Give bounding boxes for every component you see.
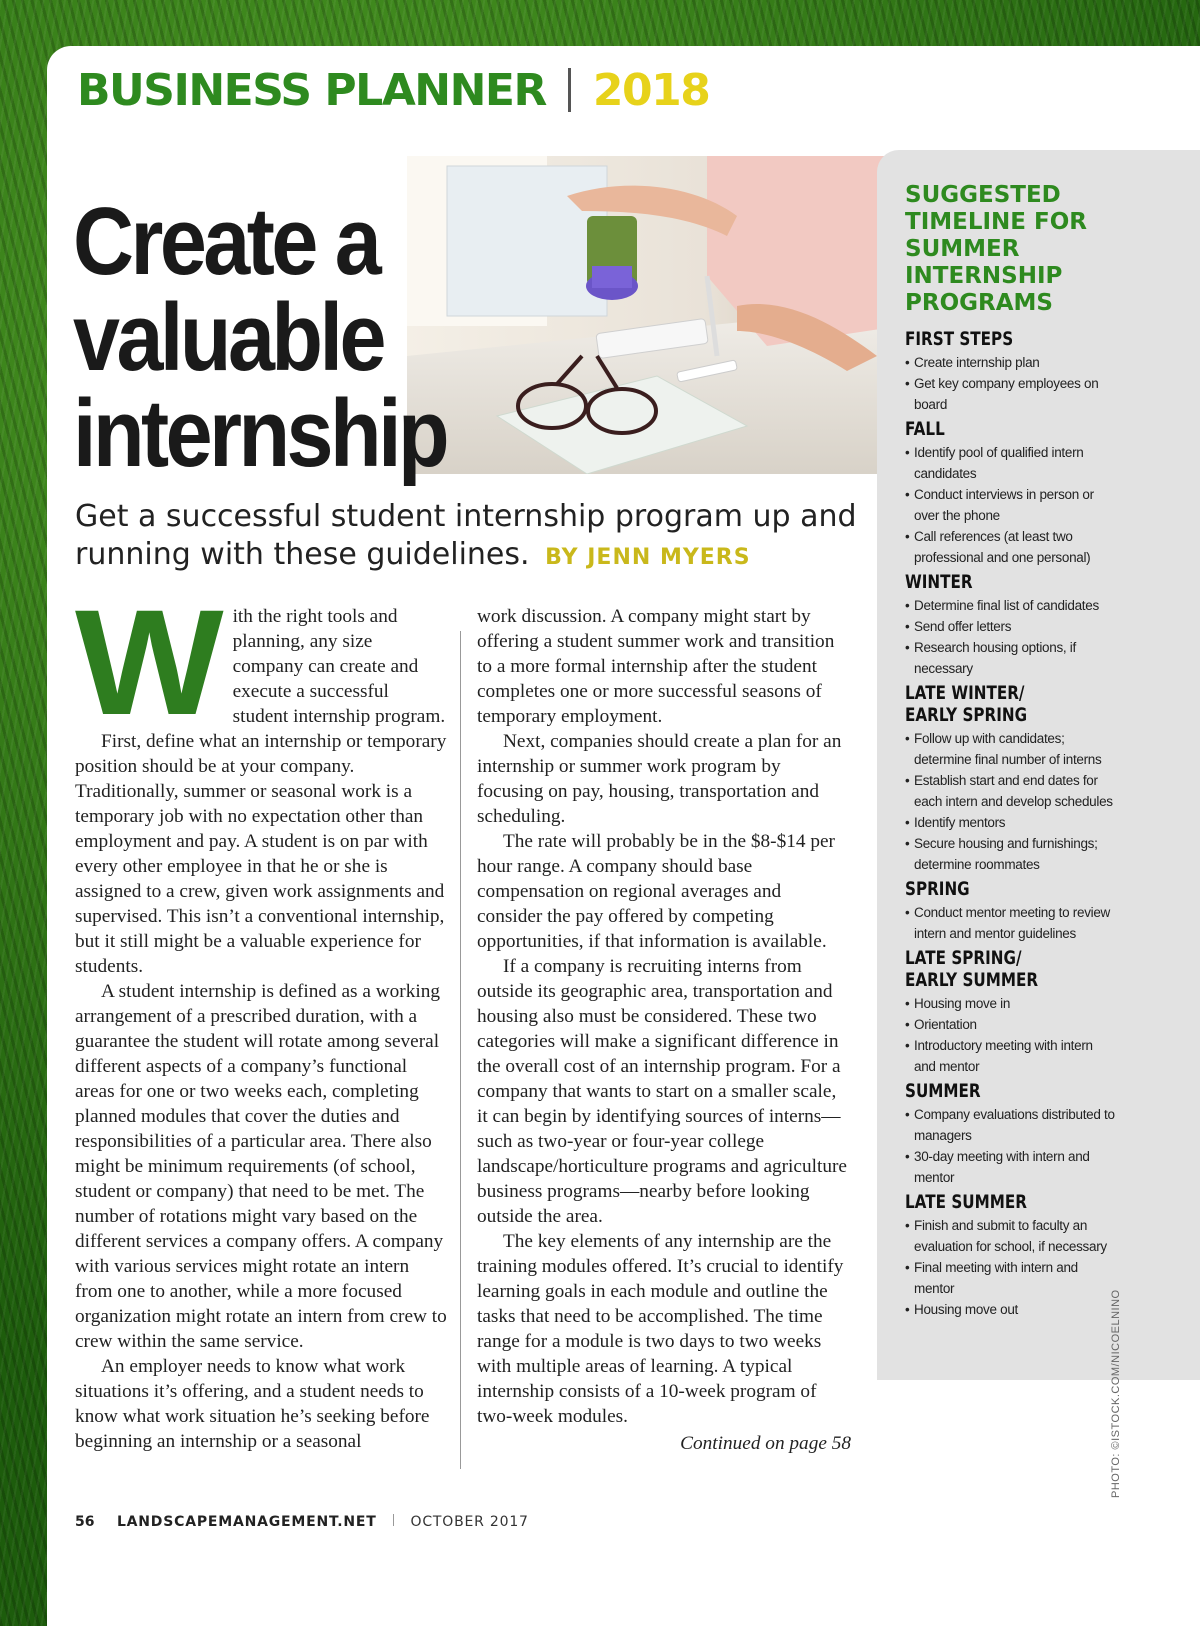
timeline-item: • Identify mentors (905, 812, 1115, 833)
paragraph: The rate will probably be in the $8-$14 per hour range. A company should base compensation on regional averages and consider the pay offered by competing opportunities, if that information is available. (477, 831, 835, 952)
byline: BY JENN MYERS (545, 545, 751, 570)
timeline-items (905, 1104, 1115, 1188)
timeline-item: • Orientation (905, 1014, 1115, 1035)
timeline-items (905, 1215, 1115, 1320)
article-deck (75, 498, 865, 577)
timeline-items (905, 595, 1115, 679)
headline-line: Create a (73, 188, 379, 295)
footer-divider (393, 1514, 394, 1526)
timeline-item: • Call references (at least two professional and one personal) (905, 526, 1115, 568)
timeline-item: • Conduct mentor meeting to review intern and mentor guidelines (905, 902, 1115, 944)
timeline-items (905, 442, 1115, 568)
drop-cap: W (75, 578, 224, 746)
timeline-items (905, 902, 1115, 944)
sidebar-title: SUGGESTED TIMELINE FOR SUMMER INTERNSHIP PROGRAMS (905, 182, 1088, 316)
timeline-item: • Get key company employees on board (905, 373, 1115, 415)
timeline-item: • Send offer letters (905, 616, 1115, 637)
paragraph (75, 578, 447, 746)
header-divider (568, 68, 571, 112)
paragraph: An employer needs to know what work situations it’s offering, and a student needs to know what work situation he’s seeking before beginning an internship or a seasonal (75, 1356, 430, 1452)
paragraph: First, define what an internship or temporary position should be at your company. Traditionally, summer or seasonal work is a temporary job with no expectation other than employment and pay. A student is on par with every other employee in that he or she is assigned to a crew, given work assignments and supervised. This isn’t a conventional internship, but it still might be a valuable experience for students. (75, 731, 447, 977)
photo-credit: PHOTO: ©ISTOCK.COM/NICOELNINO (1110, 1289, 1122, 1498)
timeline-item: • Finish and submit to faculty an evaluation for school, if necessary (905, 1215, 1115, 1257)
timeline-item: • 30-day meeting with intern and mentor (905, 1146, 1115, 1188)
timeline-section (905, 418, 1115, 568)
paragraph: work discussion. A company might start by offering a student summer work and transition to a more formal internship after the student completes one or more successful seasons of temporary employment. (477, 606, 835, 727)
timeline-heading: LATE WINTER/ EARLY SPRING (905, 682, 1028, 726)
article-column-1 (75, 578, 447, 1454)
timeline-item: • Create internship plan (905, 352, 1115, 373)
timeline-heading: FALL (905, 418, 945, 440)
timeline-item: • Establish start and end dates for each intern and develop schedules (905, 770, 1115, 812)
timeline-section (905, 878, 1115, 944)
article-headline (73, 188, 451, 487)
timeline-heading: LATE SPRING/ EARLY SUMMER (905, 947, 1039, 991)
paragraph: If a company is recruiting interns from outside its geographic area, transportation and housing also must be considered. These two categories will make a significant difference in the overall cost of an internship program. For a company that wants to start on a smaller scale, it can begin by identifying sources of interns—such as two-year or four-year college landscape/horticulture programs and agriculture business programs—nearby before looking outside the area. (477, 956, 847, 1227)
timeline-section (905, 682, 1115, 875)
website-link[interactable]: LANDSCAPEMANAGEMENT.NET (116, 1514, 377, 1530)
timeline-section (905, 571, 1115, 679)
timeline-heading: WINTER (905, 571, 973, 593)
photo-illustration (407, 156, 900, 474)
article-column-2 (477, 604, 851, 1456)
timeline-heading: FIRST STEPS (905, 328, 1014, 350)
timeline-item: • Determine final list of candidates (905, 595, 1115, 616)
timeline-section (905, 1191, 1115, 1320)
headline-line: valuable (73, 284, 383, 391)
timeline-items (905, 728, 1115, 875)
paragraph-text: ith the right tools and planning, any size company can create and execute a successful student internship program. (232, 606, 446, 727)
column-divider (460, 631, 461, 1469)
timeline-section (905, 947, 1115, 1077)
section-year: 2018 (592, 64, 710, 116)
timeline-item: • Final meeting with intern and mentor (905, 1257, 1115, 1299)
paragraph: A student internship is defined as a working arrangement of a prescribed duration, with a guarantee the student will rotate among several different aspects of a company’s functional areas for one or two weeks each, completing planned modules that cover the duties and responsibilities of a particular area. There also might be minimum requirements (of school, student or company) that need to be met. The number of rotations might vary based on the different services a company offers. A company with various services might rotate an intern from one to another, while a more focused organization might rotate an intern from crew to crew within the same service. (75, 981, 447, 1352)
office-photo (407, 156, 900, 474)
timeline-item: • Housing move out (905, 1299, 1115, 1320)
timeline-item: • Conduct interviews in person or over the phone (905, 484, 1115, 526)
timeline-item: • Company evaluations distributed to managers (905, 1104, 1115, 1146)
headline-line: internship (73, 380, 447, 487)
timeline-item: • Introductory meeting with intern and mentor (905, 1035, 1115, 1077)
section-name: BUSINESS PLANNER (77, 64, 546, 116)
timeline-heading: SUMMER (905, 1080, 981, 1102)
issue-date: OCTOBER 2017 (410, 1514, 529, 1530)
timeline-item: • Research housing options, if necessary (905, 637, 1115, 679)
timeline-items (905, 993, 1115, 1077)
paragraph: The key elements of any internship are the training modules offered. It’s crucial to identify learning goals in each module and outline the tasks that need to be accomplished. The time range for a module is two days to two weeks with multiple areas of learning. A typical internship consists of a 10-week program of two-week modules. (477, 1231, 844, 1427)
continued-note: Continued on page 58 (680, 1433, 851, 1454)
timeline-item: • Secure housing and furnishings; determine roommates (905, 833, 1115, 875)
section-header (77, 60, 709, 120)
timeline-item: • Identify pool of qualified intern candidates (905, 442, 1115, 484)
page-number: 56 (75, 1514, 95, 1530)
paragraph: Next, companies should create a plan for an internship or summer work program by focusing on pay, housing, transportation and scheduling. (477, 731, 842, 827)
timeline-section (905, 328, 1115, 415)
timeline-item: • Housing move in (905, 993, 1115, 1014)
timeline-sidebar (877, 150, 1200, 1380)
page-footer (75, 1514, 529, 1530)
deck-text: Get a successful student internship program up and running with these guidelines. (75, 499, 857, 572)
timeline-heading: SPRING (905, 878, 970, 900)
timeline-list (905, 328, 1115, 1323)
magazine-page (47, 46, 1200, 1626)
timeline-section (905, 1080, 1115, 1188)
timeline-items (905, 352, 1115, 415)
timeline-heading: LATE SUMMER (905, 1191, 1027, 1213)
timeline-item: • Follow up with candidates; determine final number of interns (905, 728, 1115, 770)
